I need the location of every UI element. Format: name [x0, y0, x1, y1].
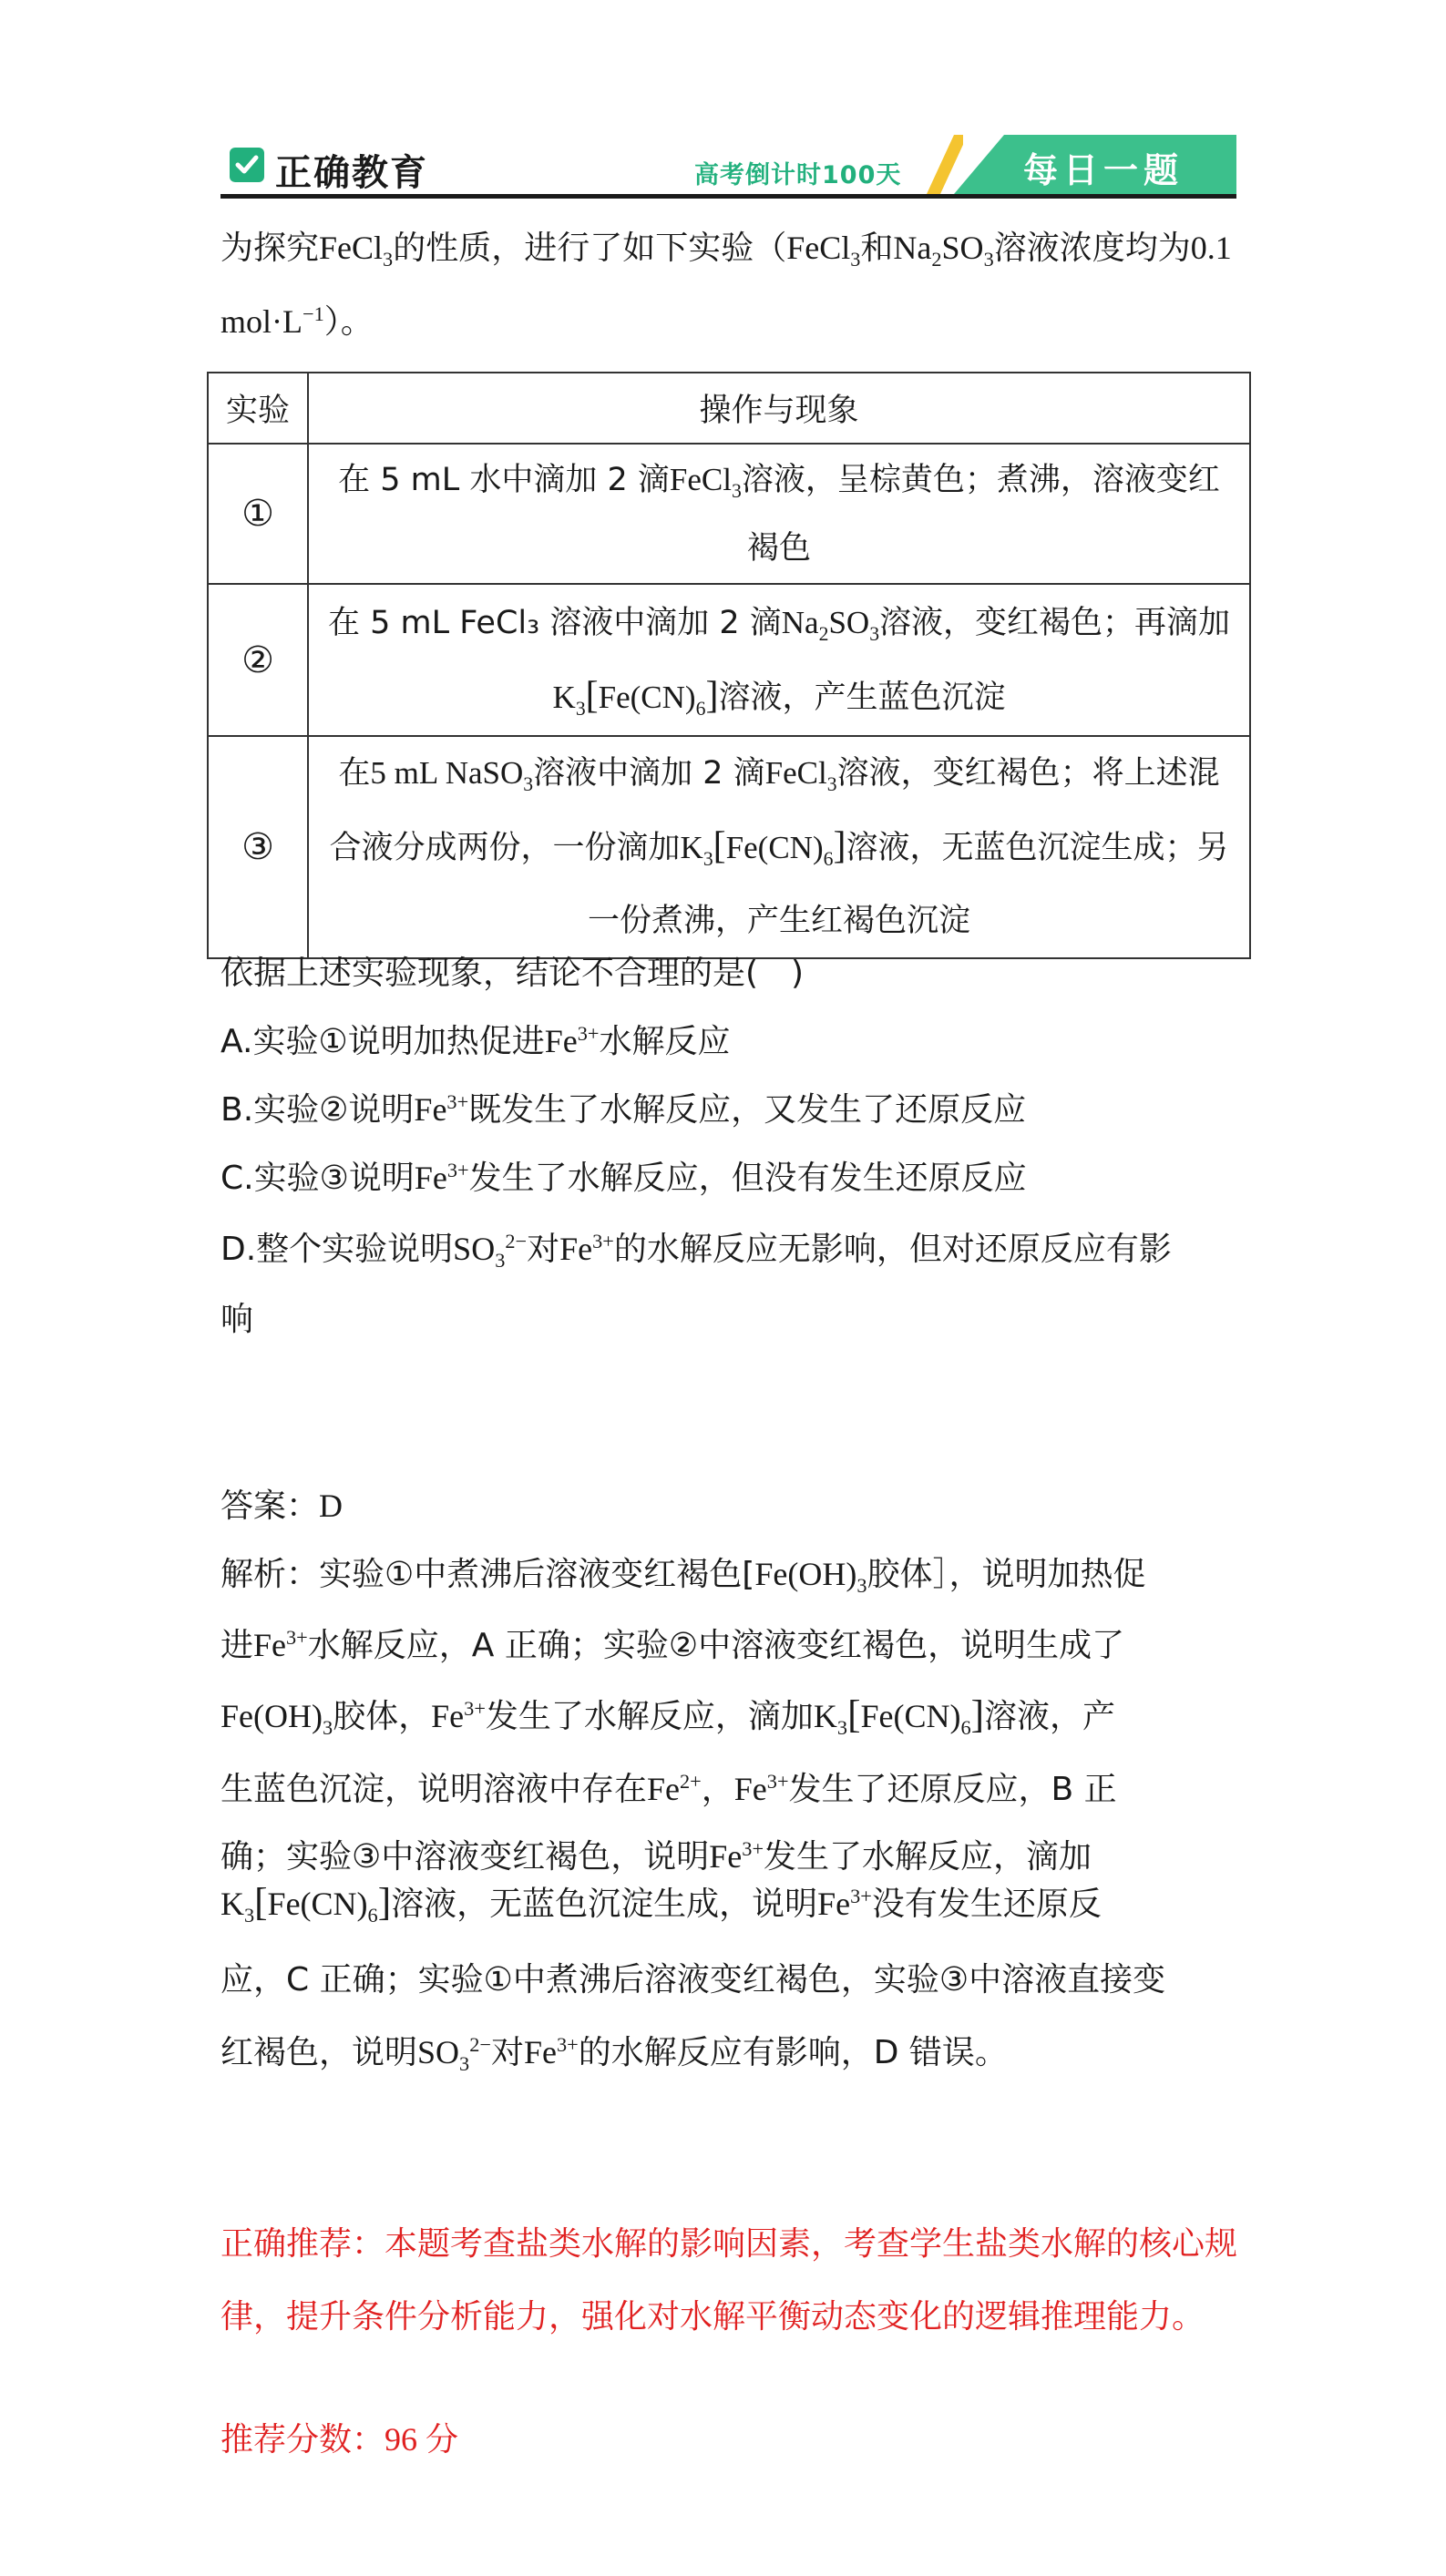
header-banner	[220, 135, 1236, 199]
countdown-text: 高考倒计时100天	[694, 161, 902, 189]
brand-name: 正确教育	[275, 152, 428, 194]
option-d[interactable]: D.整个实验说明$SO_3^{2-}$对$Fe^{3+}$的水解反应无影响，但对还原反应有影	[220, 1230, 1172, 1273]
analysis-line: 解析：实验①中煮沸后溶液变红褐色[$Fe(OH)_3$胶体］，说明加热促	[220, 1556, 1146, 1598]
analysis-line: 进$Fe^{3+}$水解反应，A 正确；实验②中溶液变红褐色，说明生成了	[220, 1626, 1125, 1664]
analysis-line: 红褐色，说明$SO_3^{2-}$对$Fe^{3+}$的水解反应有影响，D 错误。	[220, 2033, 1008, 2076]
option-a[interactable]: A.实验①说明加热促进$Fe^{3+}$水解反应	[220, 1022, 731, 1060]
exp-number: ③	[208, 736, 308, 958]
recommend-score: 推荐分数：96 分	[220, 2421, 459, 2458]
answer-line: 答案：D	[220, 1487, 344, 1525]
banner-divider	[220, 194, 1236, 199]
exp-number: ②	[208, 584, 308, 736]
experiment-table	[207, 372, 1251, 959]
table-row	[208, 444, 1250, 584]
option-c[interactable]: C.实验③说明$Fe^{3+}$发生了水解反应，但没有发生还原反应	[220, 1159, 1027, 1197]
answer-value: D	[319, 1487, 344, 1524]
recommend-text: 正确推荐：本题考查盐类水解的影响因素，考查学生盐类水解的核心规律，提升条件分析能力，强化对水解平衡动态变化的逻辑推理能力。	[220, 2225, 1238, 2336]
analysis-line: 确；实验③中溶液变红褐色，说明$Fe^{3+}$发生了水解反应，滴加	[220, 1837, 1092, 1876]
table-row	[208, 736, 1250, 958]
exp-description: 在 5 mL FeCl₃ 溶液中滴加 2 滴$Na_2SO_3$溶液，变红褐色；再滴加$K_3[Fe(CN)_6]$溶液，产生蓝色沉淀	[308, 584, 1250, 736]
check-icon	[230, 148, 264, 182]
table-header-op: 操作与现象	[308, 373, 1250, 444]
banner-stripe	[927, 135, 963, 194]
exp-description: 在 5 mL 水中滴加 2 滴FeCl$_3$溶液，呈棕黄色；煮沸，溶液变红褐色	[308, 444, 1250, 584]
daily-label: 每日一题	[1022, 150, 1184, 190]
exp-number: ①	[208, 444, 308, 584]
option-d-continued: 响	[220, 1301, 254, 1338]
exp-description: 在5 mL NaSO$_3$溶液中滴加 2 滴FeCl$_3$溶液，变红褐色；将上述混合液分成两份，一份滴加$K_3[Fe(CN)_6]$溶液，无蓝色沉淀生成；另一份煮沸，产生红褐色沉淀	[308, 736, 1250, 958]
option-b[interactable]: B.实验②说明$Fe^{3+}$既发生了水解反应，又发生了还原反应	[220, 1090, 1027, 1129]
question-stem: 依据上述实验现象，结论不合理的是( )	[220, 955, 805, 992]
analysis-line: 生蓝色沉淀，说明溶液中存在$Fe^{2+}$，$Fe^{3+}$发生了还原反应，B 正	[220, 1770, 1117, 1808]
table-row	[208, 584, 1250, 736]
analysis-line: $Fe(OH)_3$胶体，$Fe^{3+}$发生了水解反应，滴加$K_3[Fe(CN)_6]$溶液，产	[220, 1693, 1116, 1740]
question-intro: 为探究FeCl$_3$的性质，进行了如下实验（FeCl$_3$和$Na_2SO_3$溶液浓度均为0.1 $mol\cdot L^{-1}$）。	[220, 230, 1232, 341]
analysis-line: 应，C 正确；实验①中煮沸后溶液变红褐色，实验③中溶液直接变	[220, 1961, 1166, 1998]
analysis-line: $K_3[Fe(CN)_6]$溶液，无蓝色沉淀生成，说明$Fe^{3+}$没有发生还原反	[220, 1881, 1102, 1927]
score-value: 96 分	[385, 2421, 459, 2458]
table-header-exp: 实验	[208, 373, 308, 444]
